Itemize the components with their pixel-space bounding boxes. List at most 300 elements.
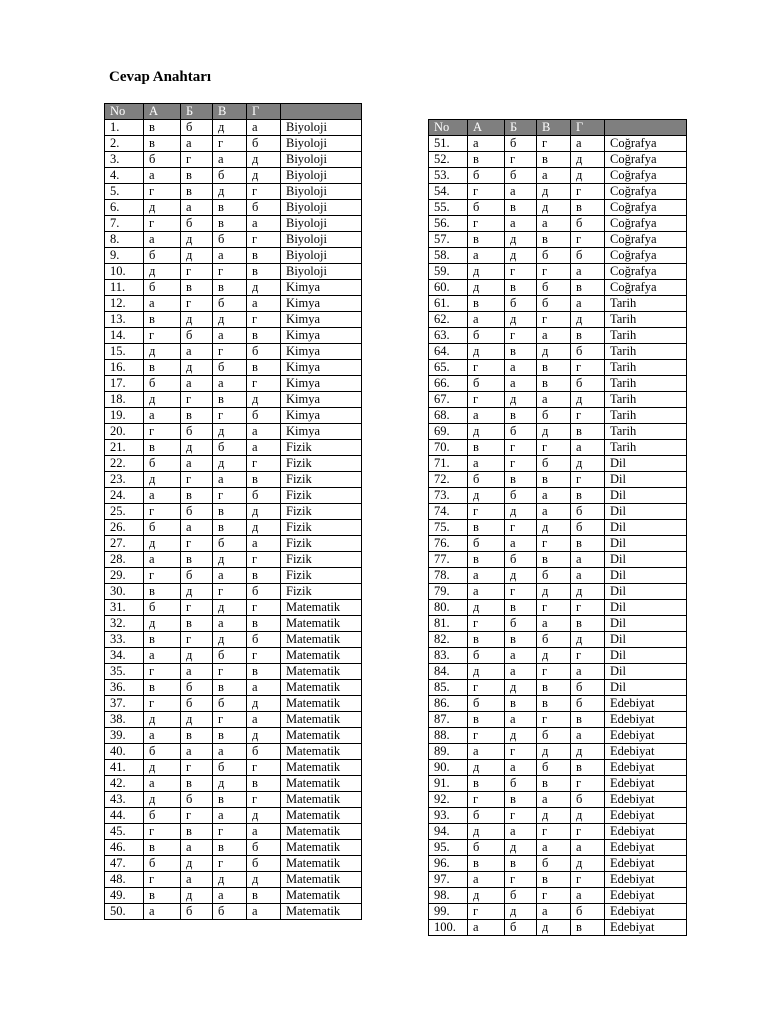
cell-answer-b: б bbox=[505, 488, 537, 504]
cell-answer-g: б bbox=[571, 376, 605, 392]
cell-answer-a: в bbox=[468, 152, 505, 168]
cell-answer-g: г bbox=[571, 824, 605, 840]
cell-answer-g: а bbox=[571, 552, 605, 568]
table-row bbox=[105, 712, 362, 728]
cell-answer-g: д bbox=[571, 392, 605, 408]
table-row bbox=[105, 552, 362, 568]
cell-answer-g: г bbox=[571, 184, 605, 200]
cell-answer-g: д bbox=[571, 168, 605, 184]
cell-subject: Matematik bbox=[281, 856, 362, 872]
cell-answer-b: в bbox=[505, 200, 537, 216]
table-row bbox=[429, 440, 687, 456]
cell-answer-a: а bbox=[144, 168, 181, 184]
cell-subject: Edebiyat bbox=[605, 840, 687, 856]
table-row bbox=[105, 888, 362, 904]
cell-subject: Biyoloji bbox=[281, 200, 362, 216]
cell-answer-a: г bbox=[144, 568, 181, 584]
cell-subject: Coğrafya bbox=[605, 136, 687, 152]
column-header-v: В bbox=[213, 104, 247, 120]
cell-number: 11. bbox=[105, 280, 144, 296]
table-row bbox=[105, 744, 362, 760]
cell-answer-v: в bbox=[213, 680, 247, 696]
cell-number: 80. bbox=[429, 600, 468, 616]
cell-answer-g: б bbox=[247, 488, 281, 504]
cell-answer-a: а bbox=[144, 232, 181, 248]
table-row bbox=[105, 600, 362, 616]
cell-answer-v: б bbox=[213, 536, 247, 552]
cell-answer-b: б bbox=[505, 168, 537, 184]
cell-answer-b: в bbox=[181, 488, 213, 504]
cell-answer-g: б bbox=[571, 904, 605, 920]
cell-subject: Matematik bbox=[281, 792, 362, 808]
cell-answer-g: д bbox=[571, 744, 605, 760]
cell-answer-g: в bbox=[247, 360, 281, 376]
cell-answer-b: д bbox=[181, 648, 213, 664]
cell-answer-g: в bbox=[571, 488, 605, 504]
cell-answer-a: в bbox=[144, 680, 181, 696]
cell-answer-g: в bbox=[571, 712, 605, 728]
cell-answer-b: д bbox=[505, 904, 537, 920]
table-row bbox=[105, 808, 362, 824]
table-row bbox=[105, 136, 362, 152]
cell-answer-g: а bbox=[247, 904, 281, 920]
cell-answer-v: в bbox=[537, 472, 571, 488]
table-row bbox=[105, 696, 362, 712]
cell-answer-g: д bbox=[247, 392, 281, 408]
cell-answer-a: б bbox=[144, 520, 181, 536]
cell-answer-b: д bbox=[181, 232, 213, 248]
cell-answer-v: а bbox=[213, 328, 247, 344]
cell-answer-g: а bbox=[571, 728, 605, 744]
cell-answer-b: г bbox=[181, 296, 213, 312]
cell-subject: Tarih bbox=[605, 392, 687, 408]
table-row bbox=[105, 648, 362, 664]
cell-answer-v: а bbox=[537, 216, 571, 232]
table-row bbox=[429, 872, 687, 888]
column-header-a: А bbox=[144, 104, 181, 120]
cell-answer-v: д bbox=[537, 584, 571, 600]
cell-answer-v: б bbox=[537, 568, 571, 584]
cell-answer-b: в bbox=[181, 552, 213, 568]
answer-table-left-body bbox=[105, 120, 362, 920]
cell-answer-b: г bbox=[505, 744, 537, 760]
column-header-no: No bbox=[105, 104, 144, 120]
cell-answer-b: д bbox=[505, 248, 537, 264]
cell-answer-g: д bbox=[247, 504, 281, 520]
table-row bbox=[429, 728, 687, 744]
cell-subject: Dil bbox=[605, 504, 687, 520]
cell-answer-g: а bbox=[247, 440, 281, 456]
cell-subject: Coğrafya bbox=[605, 264, 687, 280]
cell-number: 54. bbox=[429, 184, 468, 200]
cell-answer-v: д bbox=[537, 344, 571, 360]
table-row bbox=[429, 424, 687, 440]
cell-answer-v: в bbox=[537, 872, 571, 888]
cell-answer-a: а bbox=[468, 568, 505, 584]
cell-answer-g: б bbox=[247, 744, 281, 760]
cell-number: 78. bbox=[429, 568, 468, 584]
cell-number: 63. bbox=[429, 328, 468, 344]
cell-answer-a: д bbox=[144, 392, 181, 408]
cell-answer-b: д bbox=[505, 504, 537, 520]
cell-answer-g: а bbox=[247, 536, 281, 552]
cell-answer-v: д bbox=[213, 312, 247, 328]
cell-answer-b: в bbox=[505, 792, 537, 808]
cell-answer-v: г bbox=[537, 536, 571, 552]
cell-answer-g: д bbox=[247, 280, 281, 296]
cell-answer-b: а bbox=[505, 648, 537, 664]
table-row bbox=[429, 168, 687, 184]
table-row bbox=[429, 856, 687, 872]
cell-answer-v: д bbox=[213, 632, 247, 648]
cell-subject: Edebiyat bbox=[605, 760, 687, 776]
cell-subject: Fizik bbox=[281, 536, 362, 552]
cell-answer-b: б bbox=[181, 424, 213, 440]
cell-answer-b: б bbox=[505, 552, 537, 568]
cell-answer-a: б bbox=[468, 376, 505, 392]
cell-number: 77. bbox=[429, 552, 468, 568]
cell-number: 1. bbox=[105, 120, 144, 136]
cell-answer-v: д bbox=[213, 600, 247, 616]
table-row bbox=[429, 808, 687, 824]
cell-answer-a: г bbox=[144, 504, 181, 520]
cell-answer-v: б bbox=[537, 728, 571, 744]
cell-answer-v: д bbox=[537, 744, 571, 760]
cell-number: 12. bbox=[105, 296, 144, 312]
cell-subject: Matematik bbox=[281, 600, 362, 616]
cell-answer-g: а bbox=[571, 264, 605, 280]
cell-subject: Biyoloji bbox=[281, 216, 362, 232]
cell-answer-v: а bbox=[537, 328, 571, 344]
cell-answer-b: г bbox=[181, 392, 213, 408]
cell-answer-b: в bbox=[181, 616, 213, 632]
cell-number: 91. bbox=[429, 776, 468, 792]
cell-number: 4. bbox=[105, 168, 144, 184]
cell-answer-g: а bbox=[247, 120, 281, 136]
cell-answer-v: д bbox=[213, 552, 247, 568]
cell-answer-v: д bbox=[537, 184, 571, 200]
cell-answer-a: д bbox=[144, 344, 181, 360]
cell-subject: Matematik bbox=[281, 632, 362, 648]
cell-answer-g: г bbox=[571, 360, 605, 376]
cell-answer-b: д bbox=[505, 392, 537, 408]
cell-answer-b: г bbox=[181, 536, 213, 552]
cell-answer-a: б bbox=[468, 840, 505, 856]
cell-answer-g: а bbox=[247, 296, 281, 312]
cell-subject: Tarih bbox=[605, 424, 687, 440]
cell-subject: Tarih bbox=[605, 344, 687, 360]
cell-answer-a: в bbox=[468, 440, 505, 456]
table-row bbox=[105, 664, 362, 680]
cell-number: 37. bbox=[105, 696, 144, 712]
cell-answer-a: в bbox=[468, 520, 505, 536]
cell-answer-a: в bbox=[468, 776, 505, 792]
cell-answer-b: г bbox=[181, 152, 213, 168]
cell-number: 29. bbox=[105, 568, 144, 584]
cell-answer-v: а bbox=[213, 152, 247, 168]
cell-answer-a: б bbox=[144, 456, 181, 472]
cell-answer-g: б bbox=[247, 584, 281, 600]
cell-subject: Fizik bbox=[281, 504, 362, 520]
cell-number: 100. bbox=[429, 920, 468, 936]
cell-subject: Matematik bbox=[281, 760, 362, 776]
cell-answer-v: г bbox=[213, 584, 247, 600]
cell-answer-v: б bbox=[213, 904, 247, 920]
cell-number: 48. bbox=[105, 872, 144, 888]
cell-answer-v: а bbox=[213, 248, 247, 264]
table-row bbox=[105, 296, 362, 312]
cell-answer-g: в bbox=[571, 200, 605, 216]
cell-answer-b: г bbox=[505, 264, 537, 280]
cell-answer-b: д bbox=[505, 728, 537, 744]
cell-answer-b: а bbox=[181, 664, 213, 680]
cell-answer-a: г bbox=[468, 184, 505, 200]
cell-answer-g: б bbox=[247, 840, 281, 856]
cell-number: 35. bbox=[105, 664, 144, 680]
cell-answer-v: г bbox=[537, 664, 571, 680]
cell-number: 10. bbox=[105, 264, 144, 280]
cell-answer-a: д bbox=[144, 536, 181, 552]
cell-answer-v: д bbox=[213, 184, 247, 200]
cell-answer-b: д bbox=[505, 312, 537, 328]
table-row bbox=[429, 344, 687, 360]
cell-answer-b: б bbox=[505, 920, 537, 936]
cell-answer-v: а bbox=[537, 392, 571, 408]
cell-answer-a: а bbox=[144, 648, 181, 664]
cell-subject: Matematik bbox=[281, 648, 362, 664]
cell-answer-b: а bbox=[505, 824, 537, 840]
cell-number: 82. bbox=[429, 632, 468, 648]
cell-number: 52. bbox=[429, 152, 468, 168]
cell-answer-g: в bbox=[247, 776, 281, 792]
cell-answer-b: г bbox=[505, 808, 537, 824]
cell-answer-v: в bbox=[213, 504, 247, 520]
cell-answer-v: б bbox=[537, 456, 571, 472]
cell-number: 30. bbox=[105, 584, 144, 600]
cell-answer-g: а bbox=[571, 136, 605, 152]
cell-number: 38. bbox=[105, 712, 144, 728]
cell-answer-v: а bbox=[213, 744, 247, 760]
cell-answer-b: д bbox=[505, 680, 537, 696]
cell-subject: Dil bbox=[605, 536, 687, 552]
cell-answer-a: а bbox=[468, 920, 505, 936]
cell-answer-v: а bbox=[537, 840, 571, 856]
cell-answer-b: а bbox=[505, 184, 537, 200]
table-row bbox=[105, 248, 362, 264]
cell-number: 40. bbox=[105, 744, 144, 760]
cell-number: 18. bbox=[105, 392, 144, 408]
cell-subject: Dil bbox=[605, 568, 687, 584]
cell-answer-v: г bbox=[537, 600, 571, 616]
cell-number: 39. bbox=[105, 728, 144, 744]
cell-answer-a: д bbox=[144, 200, 181, 216]
cell-number: 5. bbox=[105, 184, 144, 200]
cell-number: 31. bbox=[105, 600, 144, 616]
cell-number: 57. bbox=[429, 232, 468, 248]
column-header-subject bbox=[605, 120, 687, 136]
cell-number: 59. bbox=[429, 264, 468, 280]
cell-answer-g: в bbox=[571, 536, 605, 552]
cell-answer-g: б bbox=[571, 248, 605, 264]
cell-number: 3. bbox=[105, 152, 144, 168]
cell-answer-b: а bbox=[181, 456, 213, 472]
cell-number: 93. bbox=[429, 808, 468, 824]
cell-answer-v: в bbox=[537, 152, 571, 168]
cell-number: 46. bbox=[105, 840, 144, 856]
cell-subject: Fizik bbox=[281, 456, 362, 472]
cell-answer-v: б bbox=[537, 296, 571, 312]
cell-number: 42. bbox=[105, 776, 144, 792]
cell-answer-a: д bbox=[468, 344, 505, 360]
cell-answer-v: г bbox=[537, 888, 571, 904]
cell-number: 86. bbox=[429, 696, 468, 712]
cell-answer-a: а bbox=[468, 872, 505, 888]
table-row bbox=[429, 184, 687, 200]
cell-answer-b: г bbox=[505, 456, 537, 472]
cell-number: 2. bbox=[105, 136, 144, 152]
cell-subject: Fizik bbox=[281, 488, 362, 504]
cell-number: 64. bbox=[429, 344, 468, 360]
cell-answer-a: в bbox=[144, 584, 181, 600]
cell-answer-a: д bbox=[468, 888, 505, 904]
cell-number: 85. bbox=[429, 680, 468, 696]
table-row bbox=[105, 392, 362, 408]
table-row bbox=[429, 680, 687, 696]
cell-answer-g: д bbox=[247, 872, 281, 888]
table-row bbox=[429, 472, 687, 488]
table-row bbox=[105, 904, 362, 920]
cell-subject: Edebiyat bbox=[605, 904, 687, 920]
cell-answer-b: а bbox=[505, 536, 537, 552]
cell-number: 72. bbox=[429, 472, 468, 488]
cell-number: 16. bbox=[105, 360, 144, 376]
cell-subject: Edebiyat bbox=[605, 920, 687, 936]
cell-subject: Tarih bbox=[605, 296, 687, 312]
table-row bbox=[429, 744, 687, 760]
cell-subject: Dil bbox=[605, 456, 687, 472]
cell-number: 89. bbox=[429, 744, 468, 760]
cell-answer-b: б bbox=[505, 296, 537, 312]
cell-answer-b: г bbox=[505, 440, 537, 456]
cell-number: 83. bbox=[429, 648, 468, 664]
cell-answer-g: в bbox=[571, 424, 605, 440]
cell-number: 50. bbox=[105, 904, 144, 920]
cell-answer-a: д bbox=[144, 760, 181, 776]
cell-answer-v: в bbox=[537, 696, 571, 712]
cell-answer-b: а bbox=[181, 744, 213, 760]
cell-answer-a: б bbox=[468, 328, 505, 344]
cell-answer-v: б bbox=[537, 408, 571, 424]
cell-answer-a: д bbox=[468, 824, 505, 840]
cell-number: 65. bbox=[429, 360, 468, 376]
cell-answer-b: в bbox=[505, 472, 537, 488]
cell-number: 28. bbox=[105, 552, 144, 568]
cell-answer-a: б bbox=[468, 696, 505, 712]
cell-answer-v: а bbox=[537, 904, 571, 920]
table-row bbox=[105, 184, 362, 200]
cell-answer-b: в bbox=[505, 408, 537, 424]
cell-answer-v: б bbox=[213, 696, 247, 712]
table-row bbox=[429, 248, 687, 264]
cell-answer-v: д bbox=[537, 424, 571, 440]
cell-answer-b: в bbox=[505, 632, 537, 648]
cell-subject: Matematik bbox=[281, 824, 362, 840]
cell-answer-v: б bbox=[537, 632, 571, 648]
cell-subject: Dil bbox=[605, 552, 687, 568]
cell-answer-v: б bbox=[537, 856, 571, 872]
cell-answer-a: г bbox=[468, 728, 505, 744]
table-row bbox=[429, 600, 687, 616]
cell-answer-b: а bbox=[181, 520, 213, 536]
cell-answer-g: г bbox=[247, 312, 281, 328]
cell-answer-g: б bbox=[247, 632, 281, 648]
cell-answer-b: б bbox=[181, 216, 213, 232]
cell-answer-b: г bbox=[181, 264, 213, 280]
cell-answer-g: г bbox=[571, 232, 605, 248]
cell-number: 22. bbox=[105, 456, 144, 472]
cell-subject: Kimya bbox=[281, 344, 362, 360]
cell-answer-g: а bbox=[571, 664, 605, 680]
cell-number: 13. bbox=[105, 312, 144, 328]
cell-subject: Biyoloji bbox=[281, 232, 362, 248]
column-header-g: Г bbox=[571, 120, 605, 136]
table-row bbox=[429, 280, 687, 296]
cell-subject: Tarih bbox=[605, 440, 687, 456]
cell-answer-b: а bbox=[181, 376, 213, 392]
table-row bbox=[105, 568, 362, 584]
cell-answer-b: в bbox=[181, 824, 213, 840]
cell-answer-g: г bbox=[247, 376, 281, 392]
cell-number: 17. bbox=[105, 376, 144, 392]
cell-subject: Fizik bbox=[281, 440, 362, 456]
cell-subject: Matematik bbox=[281, 728, 362, 744]
cell-subject: Coğrafya bbox=[605, 168, 687, 184]
cell-answer-a: б bbox=[144, 280, 181, 296]
table-row bbox=[429, 312, 687, 328]
cell-answer-g: в bbox=[571, 616, 605, 632]
cell-answer-a: в bbox=[468, 856, 505, 872]
cell-answer-b: д bbox=[181, 440, 213, 456]
cell-subject: Dil bbox=[605, 648, 687, 664]
cell-answer-a: в bbox=[144, 632, 181, 648]
cell-answer-v: б bbox=[213, 232, 247, 248]
column-header-subject bbox=[281, 104, 362, 120]
cell-answer-a: а bbox=[144, 552, 181, 568]
table-row bbox=[429, 760, 687, 776]
table-row bbox=[429, 152, 687, 168]
cell-subject: Fizik bbox=[281, 520, 362, 536]
table-row bbox=[105, 776, 362, 792]
table-row bbox=[105, 120, 362, 136]
cell-number: 56. bbox=[429, 216, 468, 232]
cell-answer-g: в bbox=[571, 760, 605, 776]
cell-answer-v: в bbox=[213, 280, 247, 296]
cell-subject: Edebiyat bbox=[605, 776, 687, 792]
cell-answer-b: а bbox=[505, 376, 537, 392]
cell-number: 76. bbox=[429, 536, 468, 552]
cell-answer-a: а bbox=[144, 296, 181, 312]
cell-subject: Edebiyat bbox=[605, 792, 687, 808]
cell-answer-g: а bbox=[571, 296, 605, 312]
cell-answer-g: г bbox=[247, 760, 281, 776]
cell-answer-v: б bbox=[213, 648, 247, 664]
cell-answer-a: б bbox=[468, 536, 505, 552]
cell-number: 14. bbox=[105, 328, 144, 344]
cell-answer-b: г bbox=[181, 600, 213, 616]
cell-answer-g: г bbox=[247, 648, 281, 664]
cell-answer-a: б bbox=[144, 808, 181, 824]
table-row bbox=[105, 680, 362, 696]
